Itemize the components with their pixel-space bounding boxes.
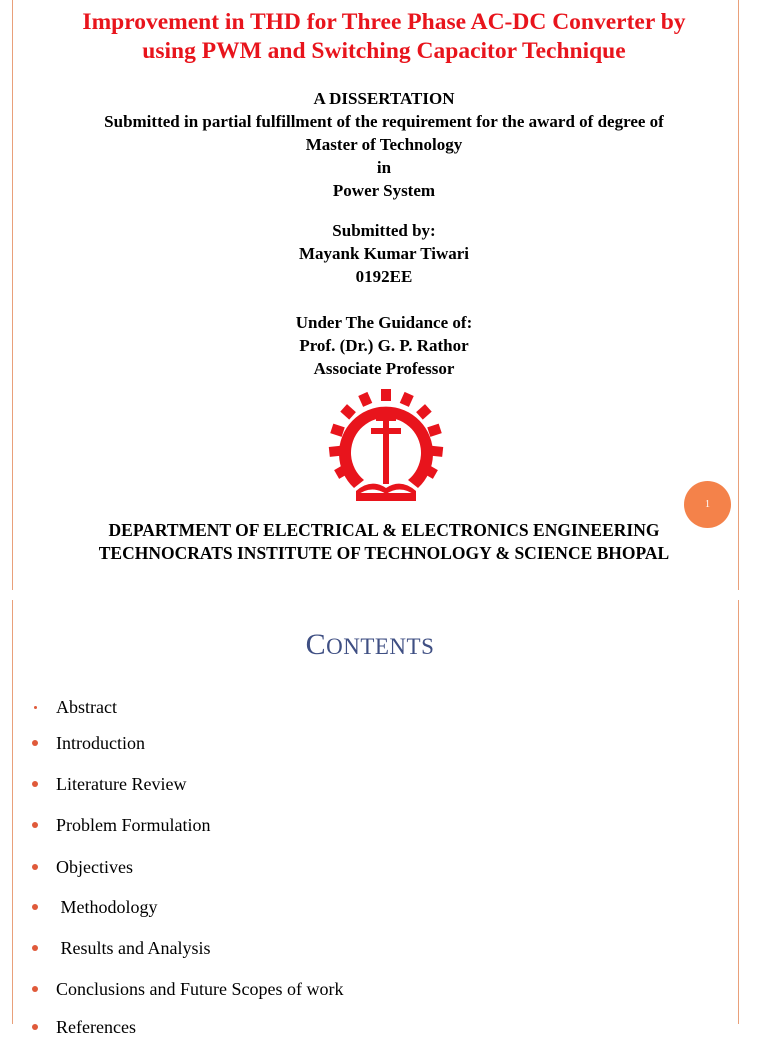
submitted-by-block — [0, 219, 768, 288]
title-line-1: Improvement in THD for Three Phase AC-DC Converter by — [82, 9, 686, 35]
in-text: in — [376, 158, 392, 177]
bullet-icon — [32, 740, 38, 746]
contents-heading-rest: ONTENTS — [326, 634, 435, 659]
department-block — [0, 519, 768, 565]
list-item-label: Results and Analysis — [56, 938, 211, 958]
institute-name: TECHNOCRATS INSTITUTE OF TECHNOLOGY & SCIENCE BHOPAL — [98, 543, 670, 563]
guide-name: Prof. (Dr.) G. P. Rathor — [299, 336, 469, 355]
bullet-icon — [32, 781, 38, 787]
slide-frame-right — [738, 600, 739, 1024]
contents-heading-first-letter: C — [305, 628, 327, 661]
institute-logo-icon — [316, 388, 456, 510]
list-item-label: Objectives — [56, 857, 133, 877]
page-number-badge: 1 — [684, 481, 731, 528]
list-item-label: Methodology — [56, 897, 158, 917]
guidance-label: Under The Guidance of: — [295, 313, 473, 332]
degree-text: Master of Technology — [305, 135, 463, 154]
list-item-label: References — [56, 1017, 136, 1037]
list-item-label: Introduction — [56, 733, 145, 753]
list-item-label: Literature Review — [56, 774, 187, 794]
slide-frame-left — [12, 600, 13, 1024]
dissertation-block — [0, 87, 768, 202]
guidance-block — [0, 311, 768, 380]
submitted-for-text: Submitted in partial fulfillment of the requirement for the award of degree of — [104, 112, 664, 131]
submitted-by-label: Submitted by: — [332, 221, 436, 240]
list-item-label: Problem Formulation — [56, 815, 211, 835]
bullet-icon — [34, 706, 37, 709]
bullet-icon — [32, 986, 38, 992]
bullet-icon — [32, 822, 38, 828]
list-item-label: Abstract — [56, 697, 117, 717]
department-name: DEPARTMENT OF ELECTRICAL & ELECTRONICS ENGINEERING — [108, 520, 660, 540]
contents-slide — [0, 600, 768, 1024]
dissertation-label: A DISSERTATION — [313, 89, 455, 108]
list-item-label: Conclusions and Future Scopes of work — [56, 979, 344, 999]
bullet-icon — [32, 945, 38, 951]
branch-text: Power System — [332, 181, 436, 200]
student-name: Mayank Kumar Tiwari — [298, 244, 470, 263]
bullet-icon — [32, 904, 38, 910]
dissertation-title — [0, 8, 768, 66]
roll-number: 0192EE — [355, 267, 413, 286]
title-line-2: using PWM and Switching Capacitor Technique — [142, 38, 626, 64]
bullet-icon — [32, 1024, 38, 1030]
contents-heading — [0, 628, 740, 662]
guide-designation: Associate Professor — [313, 359, 455, 378]
bullet-icon — [32, 864, 38, 870]
